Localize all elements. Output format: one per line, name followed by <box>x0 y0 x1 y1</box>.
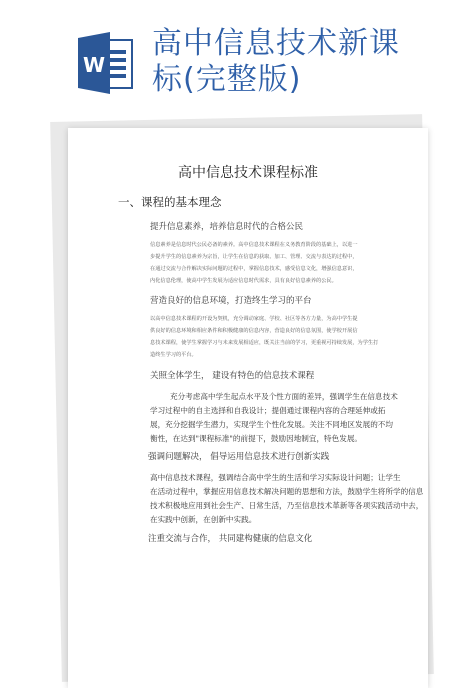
paragraph-3-line-3: 展，充分挖掘学生潜力，实现学生个性化发展。关注不同地区发展的不均 <box>150 420 393 429</box>
document-title-line1: 高中信息技术新课 <box>152 26 400 61</box>
word-icon <box>76 30 134 96</box>
paragraph-3-line-1: 充分考虑高中学生起点水平及个性方面的差异，强调学生在信息技术 <box>170 392 398 401</box>
document-title-line2: 标(完整版) <box>152 62 302 97</box>
paragraph-4-line-2: 在活动过程中，掌握应用信息技术解决问题的思想和方法，鼓励学生将所学的信息 <box>150 487 424 496</box>
paragraph-4-line-3: 技术积极地应用到社会生产、日常生活，乃至信息技术革新等各项实践活动中去， <box>150 501 424 510</box>
paragraph-4-line-4: 在实践中创新，在创新中实践。 <box>150 515 257 524</box>
subheading-3: 关照全体学生， 建设有特色的信息技术课程 <box>150 371 315 381</box>
paragraph-1-line-3: 在通过交流与合作解决实际问题的过程中，掌握信息技术，感受信息文化，增强信息意识， <box>150 266 358 272</box>
paragraph-3-line-2: 学习过程中的自主选择和自我设计；提倡通过课程内容的合理延伸或拓 <box>150 406 386 415</box>
paragraph-3-line-4: 衡性，在达到"课程标准"的前提下，鼓励因地制宜，特色发展。 <box>150 434 363 443</box>
document-title <box>152 26 452 98</box>
paragraph-2-line-1: 以高中信息技术课程的开设为契机，充分调动家庭、学校、社区等各方力量，为高中学生提 <box>150 316 358 322</box>
paragraph-4-line-1: 高中信息技术课程，强调结合高中学生的生活和学习实际设计问题；让学生 <box>150 473 401 482</box>
section-title: 一、课程的基本理念 <box>118 195 222 209</box>
document-preview-header <box>0 0 474 130</box>
paragraph-1-line-4: 内化信息伦理，使高中学生发展为适应信息时代需求，具有良好信息素养的公民。 <box>150 278 337 284</box>
document-page <box>68 128 428 688</box>
paragraph-1-line-1: 信息素养是信息时代公民必备的素养。高中信息技术课程在义务教育阶段的基础上，以进一 <box>150 242 358 248</box>
subheading-2: 营造良好的信息环境，打造终生学习的平台 <box>150 296 312 306</box>
paragraph-1-line-2: 步提升学生的信息素养为宗旨，让学生在信息的获取、加工、管理、交流与表达的过程中， <box>150 254 358 260</box>
subheading-4: 强调问题解决， 倡导运用信息技术进行创新实践 <box>148 452 330 462</box>
paragraph-2-line-3: 息技术课程，使学生掌握学习与未来发展相适应，既关注当前的学习，更重视可持续发展，为学生打 <box>150 340 379 346</box>
paragraph-2-line-4: 造终生学习的平台。 <box>150 352 197 358</box>
page-heading: 高中信息技术课程标准 <box>178 165 318 181</box>
paragraph-2-line-2: 供良好的信息环境和相应条件和积极健康的信息内容，营造良好的信息氛围，使学校开展信 <box>150 328 358 334</box>
subheading-5: 注重交流与合作， 共同建构健康的信息文化 <box>148 534 313 544</box>
svg-text:W: W <box>82 53 106 77</box>
subheading-1: 提升信息素养，培养信息时代的合格公民 <box>150 222 304 232</box>
